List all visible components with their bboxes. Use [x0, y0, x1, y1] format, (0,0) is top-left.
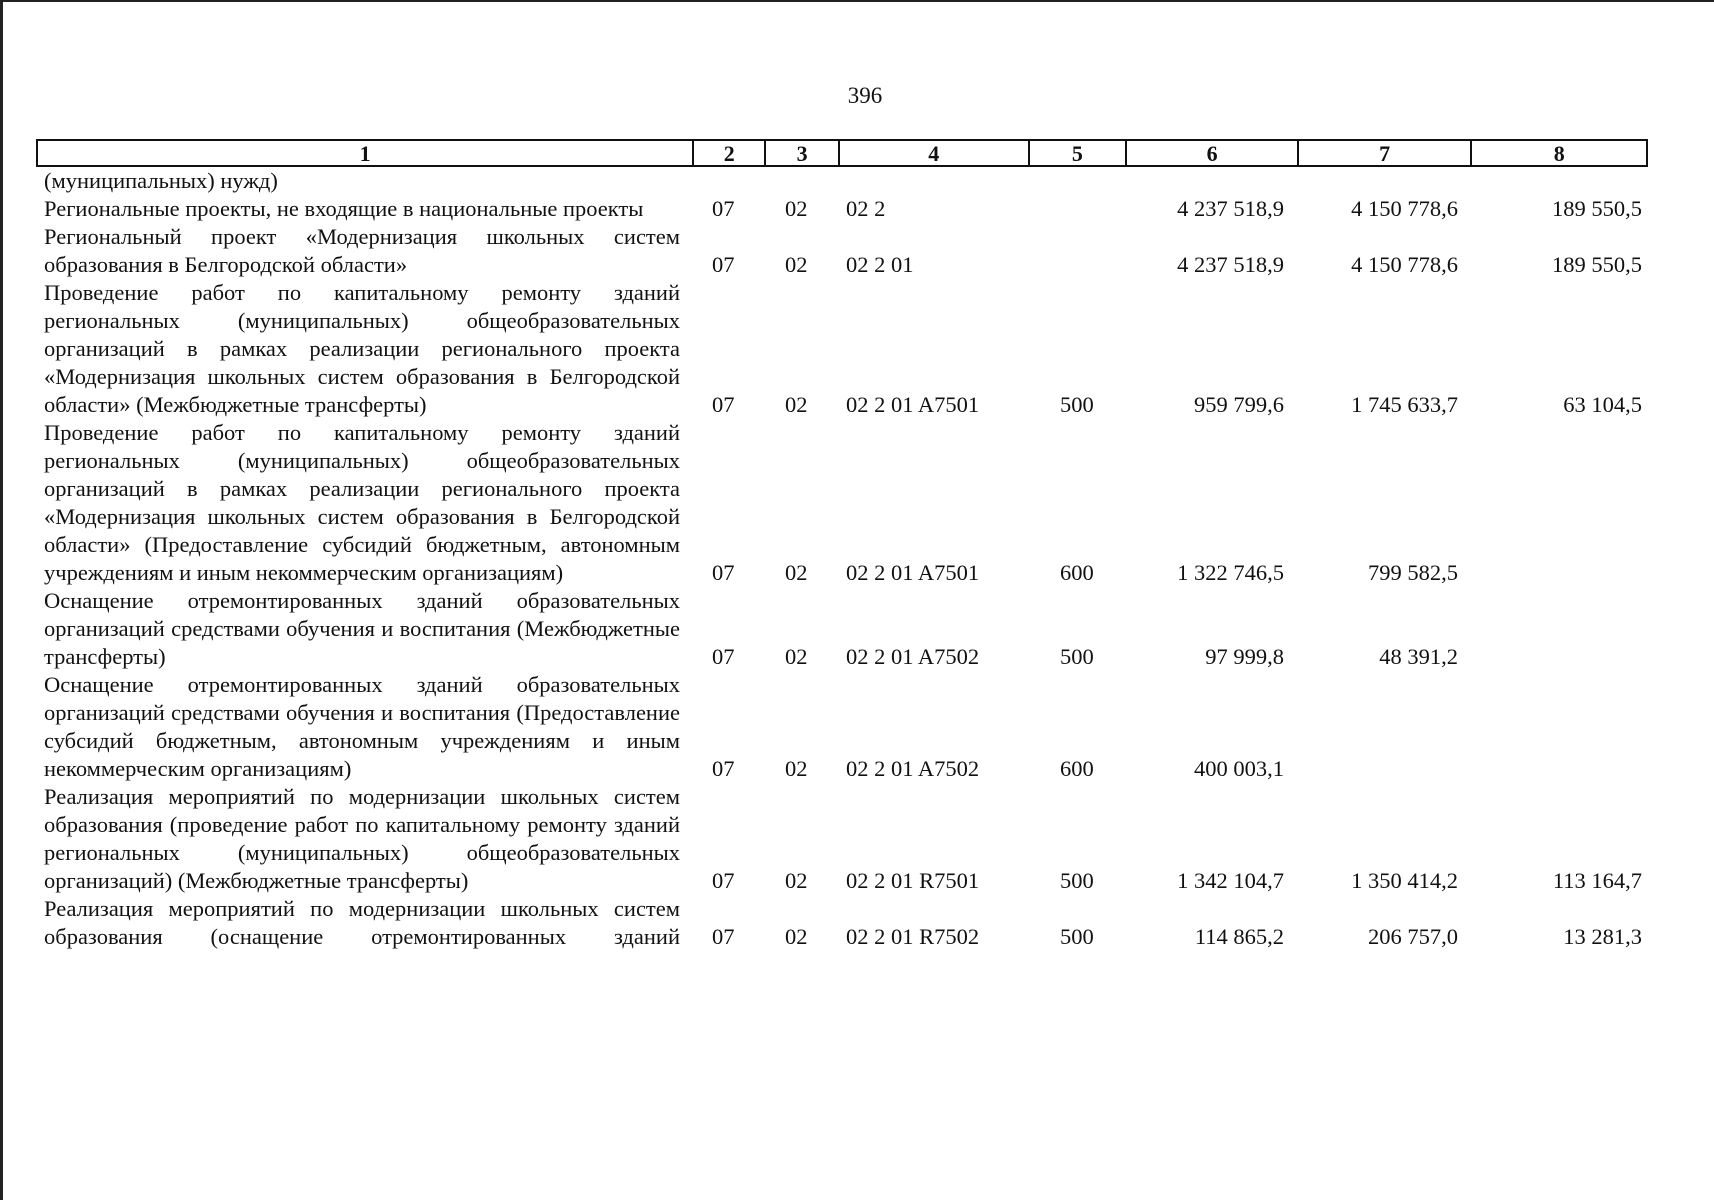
cell-amount-8: 63 104,5 [1563, 392, 1642, 417]
cell-section: 07 [712, 252, 735, 277]
header-col-1: 1 [38, 141, 694, 165]
table-row [0, 587, 1714, 671]
cell-subsection: 02 [785, 560, 808, 585]
cell-target-code: 02 2 01 R7501 [846, 868, 980, 893]
cell-target-code: 02 2 01 [846, 252, 914, 277]
cell-amount-6: 4 237 518,9 [1177, 252, 1284, 277]
cell-expense-type: 600 [1060, 756, 1094, 781]
cell-amount-6: 1 322 746,5 [1177, 560, 1284, 585]
cell-expense-type: 600 [1060, 560, 1094, 585]
cell-target-code: 02 2 01 A7502 [846, 756, 980, 781]
cell-section: 07 [712, 644, 735, 669]
cell-amount-7: 4 150 778,6 [1351, 252, 1458, 277]
cell-amount-6: 400 003,1 [1194, 756, 1284, 781]
cell-section: 07 [712, 868, 735, 893]
cell-subsection: 02 [785, 196, 808, 221]
cell-expense-type: 500 [1060, 392, 1094, 417]
cell-section: 07 [712, 196, 735, 221]
header-col-4: 4 [840, 141, 1030, 165]
cell-subsection: 02 [785, 924, 808, 949]
cell-amount-8: 189 550,5 [1552, 252, 1642, 277]
cell-amount-6: 4 237 518,9 [1177, 196, 1284, 221]
header-col-8: 8 [1553, 141, 1565, 166]
cell-target-code: 02 2 [846, 196, 886, 221]
header-col-3: 3 [766, 141, 840, 165]
cell-target-code: 02 2 01 A7501 [846, 392, 980, 417]
header-col-5: 5 [1030, 141, 1128, 165]
cell-target-code: 02 2 01 A7501 [846, 560, 980, 585]
cell-subsection: 02 [785, 644, 808, 669]
header-col-2: 2 [694, 141, 766, 165]
table-row [0, 419, 1714, 587]
row-description: Оснащение отремонтированных зданий образовательных организаций средствами обучения и воспитания (Межбюджетные трансферты) [44, 588, 680, 669]
cell-subsection: 02 [785, 252, 808, 277]
cell-amount-7: 1 350 414,2 [1351, 868, 1458, 893]
table-row [0, 223, 1714, 279]
cell-amount-7: 4 150 778,6 [1351, 196, 1458, 221]
cell-subsection: 02 [785, 392, 808, 417]
row-description: Реализация мероприятий по модернизации школьных систем образования (оснащение отремонтированных зданий [44, 896, 680, 949]
cell-expense-type: 500 [1060, 644, 1094, 669]
cell-subsection: 02 [785, 756, 808, 781]
cell-amount-6: 1 342 104,7 [1177, 868, 1284, 893]
cell-amount-8: 13 281,3 [1563, 924, 1642, 949]
cell-expense-type: 500 [1060, 868, 1094, 893]
row-description: Оснащение отремонтированных зданий образовательных организаций средствами обучения и воспитания (Предоставление субсидий бюджетным, автономным учреждениям и иным некоммерческим организациям) [44, 672, 680, 781]
table-header [36, 139, 1648, 167]
cell-amount-6: 97 999,8 [1205, 644, 1284, 669]
cell-section: 07 [712, 924, 735, 949]
cell-amount-8: 189 550,5 [1552, 196, 1642, 221]
table-row [0, 895, 1714, 951]
cell-amount-6: 114 865,2 [1194, 924, 1284, 949]
cell-amount-6: 959 799,6 [1194, 392, 1284, 417]
cell-section: 07 [712, 392, 735, 417]
row-description: (муниципальных) нужд) [44, 168, 278, 193]
row-description: Региональные проекты, не входящие в национальные проекты [44, 196, 644, 221]
cell-amount-8: 113 164,7 [1552, 868, 1642, 893]
table-body [0, 167, 1714, 951]
header-col-6: 6 [1127, 141, 1299, 165]
cell-amount-7: 206 757,0 [1368, 924, 1458, 949]
table-row [0, 783, 1714, 895]
cell-section: 07 [712, 560, 735, 585]
table-row [0, 167, 1714, 195]
cell-expense-type: 500 [1060, 924, 1094, 949]
row-description: Реализация мероприятий по модернизации школьных систем образования (проведение работ по капитальному ремонту зданий региональных (муниципальных) общеобразовательных организаций) (Межбюджетные трансферты) [44, 784, 680, 893]
cell-target-code: 02 2 01 A7502 [846, 644, 980, 669]
cell-amount-7: 1 745 633,7 [1351, 392, 1458, 417]
header-col-7: 7 [1299, 141, 1473, 165]
top-border-line [0, 0, 1714, 2]
page-number: 396 [847, 83, 883, 108]
table-row [0, 279, 1714, 419]
cell-subsection: 02 [785, 868, 808, 893]
cell-amount-7: 48 391,2 [1379, 644, 1458, 669]
cell-amount-7: 799 582,5 [1368, 560, 1458, 585]
row-description: Проведение работ по капитальному ремонту зданий региональных (муниципальных) общеобразовательных организаций в рамках реализации регионального проекта «Модернизация школьных систем образования в Белгородской области» (Предоставление субсидий бюджетным, автономным учреждениям и иным некоммерческим организациям) [44, 420, 680, 585]
table-row [0, 671, 1714, 783]
cell-target-code: 02 2 01 R7502 [846, 924, 980, 949]
table-row [0, 195, 1714, 223]
row-description: Региональный проект «Модернизация школьных систем образования в Белгородской области» [44, 224, 680, 277]
row-description: Проведение работ по капитальному ремонту зданий региональных (муниципальных) общеобразовательных организаций в рамках реализации регионального проекта «Модернизация школьных систем образования в Белгородской области» (Межбюджетные трансферты) [44, 280, 680, 417]
cell-section: 07 [712, 756, 735, 781]
